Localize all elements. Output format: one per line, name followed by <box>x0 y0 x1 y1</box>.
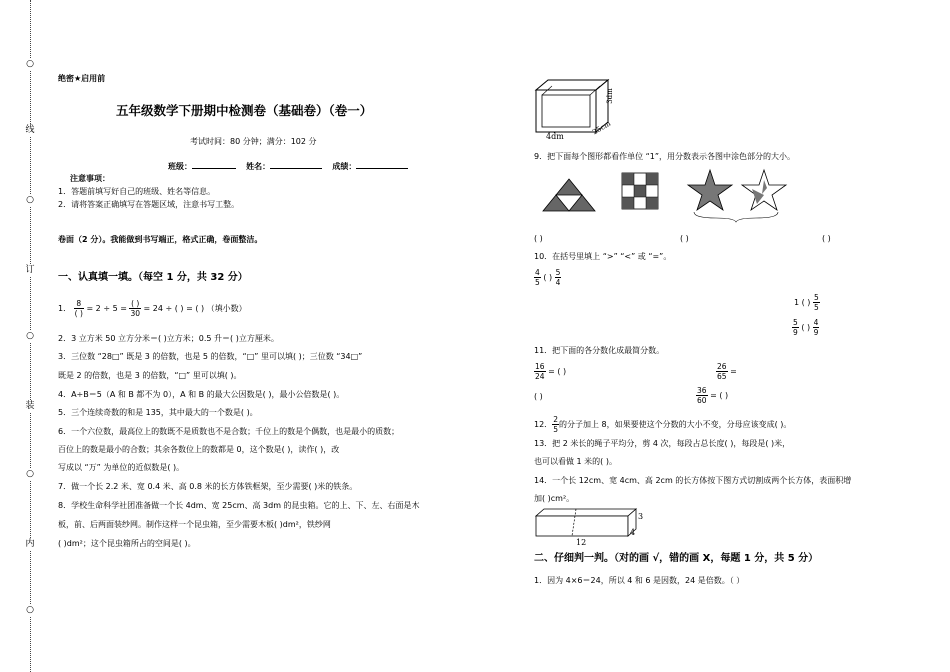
q10c-left-num: 5 <box>793 318 798 327</box>
q12-number: 12． <box>534 420 553 429</box>
prism-height-label: 3 <box>638 512 644 521</box>
q11a-num: 16 <box>535 362 545 371</box>
q3-line1: 3．三位数 “28□” 既是 3 的倍数，也是 5 的倍数，“□” 里可以填( )；三位数 “34□” <box>58 352 363 361</box>
binding-mark-zhuang: 装 <box>22 400 38 412</box>
q10-item-c <box>792 318 819 337</box>
q1-fraction-2 <box>129 299 141 318</box>
q11d-blank[interactable]: = ( ) <box>710 391 729 400</box>
q10c-right-num: 4 <box>813 318 819 327</box>
q9-stars-figure <box>686 168 786 218</box>
q7: 7．做一个长 2.2 米、宽 0.4 米、高 0.8 米的长方体铁框架，至少需要( )米的铁条。 <box>58 482 358 491</box>
q12-den: 5 <box>553 425 558 434</box>
prism-width-label: 4 <box>630 528 636 537</box>
q8-line1: 8．学校生命科学社团准备做一个长 4dm、宽 25cm、高 3dm 的昆虫箱。它的上、下、左、右面是木 <box>58 501 420 510</box>
q11-item-b <box>716 362 737 381</box>
q10b-right-den: 5 <box>813 303 819 312</box>
q9: 9．把下面每个图形都看作单位 “1”，用分数表示各图中涂色部分的大小。 <box>534 152 796 161</box>
q1-tail: = 24 ÷ ( ) = ( ) （填小数） <box>143 304 247 313</box>
q10a-right-den: 4 <box>555 278 561 287</box>
q11a-blank[interactable]: = ( ) <box>548 367 567 376</box>
name-label: 姓名： <box>246 162 271 171</box>
q10-item-a <box>534 268 561 287</box>
q13-line1: 13．把 2 米长的绳子平均分，剪 4 次，每段占总长度( )，每段是( )米， <box>534 439 791 448</box>
q12-text: 的分子加上 8，如果要使这个分数的大小不变，分母应该变成( )。 <box>558 420 792 429</box>
q12-num: 2 <box>553 415 558 424</box>
binding-mark-line: 线 <box>22 124 38 136</box>
q10: 10．在括号里填上 “>” “<” 或 “=”。 <box>534 252 672 261</box>
q3-line2: 既是 2 的倍数，也是 3 的倍数，“□” 里可以填( )。 <box>58 371 242 380</box>
part1-heading: 一、认真填一填。（每空 1 分，共 32 分） <box>58 272 248 283</box>
class-field[interactable] <box>192 160 236 169</box>
box-depth-label: 25cm <box>591 119 613 137</box>
q1-fraction-1 <box>74 299 84 318</box>
binding-circle-icon: ○ <box>22 604 38 616</box>
q6-line3: 写成以 “万” 为单位的近似数是( )。 <box>58 463 185 472</box>
q11b-equals: = <box>730 367 737 376</box>
q9-grid-figure <box>622 173 660 211</box>
q12 <box>534 415 791 434</box>
q14-line1: 14．一个长 12cm、宽 4cm、高 2cm 的长方体按下图方式切割成两个长方体，表面积增 <box>534 476 852 485</box>
binding-circle-icon: ○ <box>22 194 38 206</box>
q1 <box>58 299 247 318</box>
binding-strip <box>22 0 40 672</box>
q1-f1-numerator: 8 <box>74 299 84 309</box>
q14-line2: 加( )cm²。 <box>534 494 575 503</box>
q10a-blank[interactable]: ( ) <box>543 273 553 282</box>
q1-number: 1． <box>58 304 72 313</box>
q11b-den: 65 <box>717 372 727 381</box>
q11-item-d <box>696 386 728 405</box>
score-field[interactable] <box>356 160 408 169</box>
q9-answer-1[interactable]: ( ) <box>534 234 543 243</box>
q9-triangle-figure <box>542 178 596 212</box>
binding-circle-icon: ○ <box>22 58 38 70</box>
part2-heading: 二、仔细判一判。（对的画 √，错的画 X，每题 1 分，共 5 分） <box>534 553 819 564</box>
secret-label: 绝密★启用前 <box>58 74 106 83</box>
q10-item-b <box>794 293 820 312</box>
note-1: 1．答题前填写好自己的班级、姓名等信息。 <box>58 187 216 196</box>
name-field[interactable] <box>270 160 322 169</box>
note-2: 2．请将答案正确填写在答题区域，注意书写工整。 <box>58 200 240 209</box>
binding-circle-icon: ○ <box>22 468 38 480</box>
notes-title: 注意事项： <box>70 174 110 183</box>
q14-prism-figure <box>534 508 644 540</box>
prism-length-label: 12 <box>576 538 587 547</box>
q10b-left: 1 <box>794 298 800 307</box>
q6-line1: 6．一个六位数，最高位上的数既不是质数也不是合数；千位上的数是个偶数，也是最小的质数； <box>58 427 400 436</box>
q8-line2: 板，前、后两面装纱网。制作这样一个昆虫箱，至少需要木板( )dm²，铁纱网 <box>58 520 331 529</box>
binding-mark-ding: 订 <box>22 264 38 276</box>
q11-item-a <box>534 362 566 381</box>
q11b-answer-blank[interactable]: ( ) <box>534 392 543 401</box>
q10a-left-den: 5 <box>535 278 540 287</box>
q1-f2-numerator[interactable]: ( ) <box>131 299 140 308</box>
q9-answer-3[interactable]: ( ) <box>822 234 831 243</box>
q10a-right-num: 5 <box>555 268 561 277</box>
q11: 11．把下面的各分数化成最简分数。 <box>534 346 665 355</box>
q1-mid: = 2 ÷ 5 = <box>86 304 127 313</box>
score-label: 成绩： <box>332 162 357 171</box>
binding-mark-nei: 内 <box>22 538 38 550</box>
box-height-label: 3dm <box>605 88 614 104</box>
q10a-left-num: 4 <box>535 268 540 277</box>
q8-line3: ( )dm²；这个昆虫箱所占的空间是( )。 <box>58 539 196 548</box>
binding-circle-icon: ○ <box>22 330 38 342</box>
student-info-row <box>168 160 408 173</box>
q10c-blank[interactable]: ( ) <box>801 323 811 332</box>
q5: 5．三个连续奇数的和是 135，其中最大的一个数是( )。 <box>58 408 258 417</box>
q1-f1-denominator[interactable]: ( ) <box>74 309 83 318</box>
box-width-label: 4dm <box>546 132 564 141</box>
q13-line2: 也可以看做 1 米的( )。 <box>534 457 617 466</box>
q10c-right-den: 9 <box>813 328 819 337</box>
q11a-den: 24 <box>535 372 545 381</box>
q6-line2: 百位上的数是最小的合数；其余各数位上的数都是 0，这个数是( )，读作( )，改 <box>58 445 340 454</box>
class-label: 班级： <box>168 162 192 171</box>
q4: 4．A÷B＝5（A 和 B 都不为 0），A 和 B 的最大公因数是( )，最小公倍数是( )。 <box>58 390 345 399</box>
exam-info: 考试时间：80 分钟；满分：102 分 <box>190 137 317 146</box>
q11b-num: 26 <box>717 362 727 371</box>
part2-q1: 1．因为 4×6＝24，所以 4 和 6 是因数，24 是倍数。（ ） <box>534 576 745 585</box>
page-title: 五年级数学下册期中检测卷（基础卷）（卷一） <box>116 103 373 118</box>
q11d-den: 60 <box>697 396 707 405</box>
q10c-left-den: 9 <box>793 328 798 337</box>
q2: 2．3 立方米 50 立方分米＝( )立方米；0.5 升＝( )立方厘米。 <box>58 334 279 343</box>
neatness-note: 卷面（2 分）。我能做到书写端正，格式正确，卷面整洁。 <box>58 235 263 244</box>
q9-answer-2[interactable]: ( ) <box>680 234 689 243</box>
q11d-num: 36 <box>697 386 707 395</box>
q10b-right-num: 5 <box>813 293 819 302</box>
q10b-blank[interactable]: ( ) <box>801 298 811 307</box>
q1-f2-denominator: 30 <box>130 309 140 318</box>
